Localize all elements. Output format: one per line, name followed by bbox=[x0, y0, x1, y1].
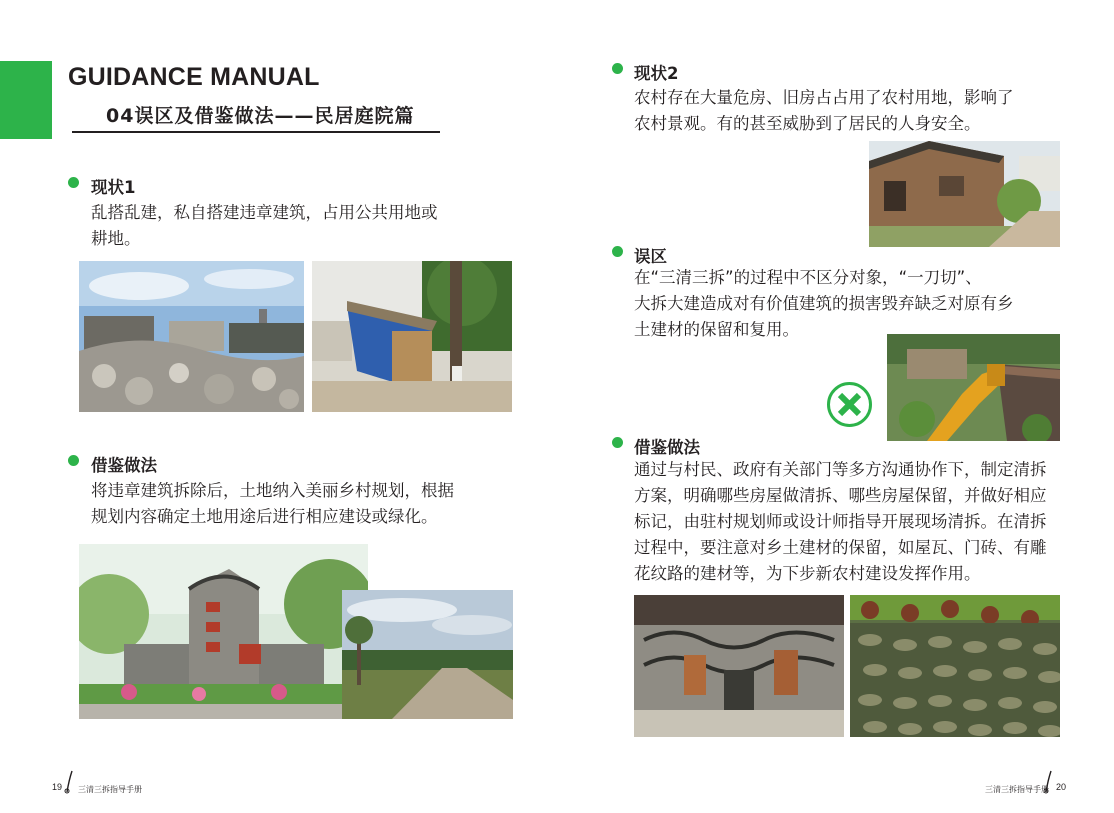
text-line: 乱搭乱建，私自搭建违章建筑，占用公共用地或 bbox=[91, 203, 438, 222]
photo-cleared-road bbox=[342, 590, 513, 719]
footer-pen-icon bbox=[1043, 770, 1053, 794]
text-line: 方案，明确哪些房屋做清拆、哪些房屋保留，并做好相应 bbox=[634, 486, 1047, 505]
section-body-status1 bbox=[91, 200, 511, 252]
page-number-left: 19 bbox=[52, 782, 63, 792]
text-line: 通过与村民、政府有关部门等多方沟通协作下，制定清拆 bbox=[634, 460, 1047, 479]
text-line: 标记，由驻村规划师或设计师指导开展现场清拆。在清拆 bbox=[634, 512, 1047, 531]
text-line: 大拆大建造成对有价值建筑的损害毁弃缺乏对原有乡 bbox=[634, 294, 1014, 313]
photo-illegal-shack bbox=[312, 261, 512, 412]
section-heading-reference-right: 借鉴做法 bbox=[634, 438, 700, 457]
photo-rubble-demolition bbox=[79, 261, 304, 412]
section-body-reference-left bbox=[91, 478, 521, 530]
page-number-right: 20 bbox=[1056, 782, 1067, 792]
text-line: 规划内容确定土地用途后进行相应建设或绿化。 bbox=[91, 507, 438, 526]
section-body-status2 bbox=[634, 85, 1084, 137]
footer-pen-icon bbox=[64, 770, 74, 794]
section-heading-status1: 现状1 bbox=[91, 178, 136, 197]
text-line: 在“三清三拆”的过程中不区分对象，“一刀切”、 bbox=[634, 268, 982, 287]
bullet-icon bbox=[612, 63, 623, 74]
photo-dilapidated-house bbox=[869, 141, 1060, 247]
text-line: 耕地。 bbox=[91, 229, 141, 248]
text-line: 花纹路的建材等，为下步新农村建设发挥作用。 bbox=[634, 564, 981, 583]
footer-book-title-left: 三清三拆指导手册 bbox=[78, 785, 142, 794]
green-accent-block bbox=[0, 61, 52, 139]
manual-title: GUIDANCE MANUAL bbox=[68, 63, 320, 91]
section-heading-status2: 现状2 bbox=[634, 64, 679, 83]
bullet-icon bbox=[612, 246, 623, 257]
section-body-mistake bbox=[634, 265, 1084, 343]
chapter-title: 04误区及借鉴做法——民居庭院篇 bbox=[106, 105, 415, 127]
bullet-icon bbox=[68, 455, 79, 466]
section-heading-reference-left: 借鉴做法 bbox=[91, 456, 157, 475]
bullet-icon bbox=[68, 177, 79, 188]
footer-book-title-right: 三清三拆指导手册 bbox=[985, 785, 1049, 794]
photo-excavator-demolition bbox=[887, 334, 1060, 441]
chapter-title-underline bbox=[72, 131, 440, 133]
photo-courtyard-rendering bbox=[79, 544, 368, 719]
bullet-icon bbox=[612, 437, 623, 448]
text-line: 农村景观。有的甚至威胁到了居民的人身安全。 bbox=[634, 114, 981, 133]
text-line: 过程中，要注意对乡土建材的保留，如屋瓦、门砖、有雕 bbox=[634, 538, 1047, 557]
photo-reused-tile-wall bbox=[634, 595, 844, 737]
text-line: 农村存在大量危房、旧房占占用了农村用地，影响了 bbox=[634, 88, 1014, 107]
section-heading-mistake: 误区 bbox=[634, 247, 667, 266]
text-line: 土建材的保留和复用。 bbox=[634, 320, 799, 339]
text-line: 将违章建筑拆除后，土地纳入美丽乡村规划，根据 bbox=[91, 481, 454, 500]
wrong-x-icon bbox=[826, 381, 873, 428]
section-body-reference-right bbox=[634, 457, 1094, 587]
photo-pebble-wall bbox=[850, 595, 1060, 737]
